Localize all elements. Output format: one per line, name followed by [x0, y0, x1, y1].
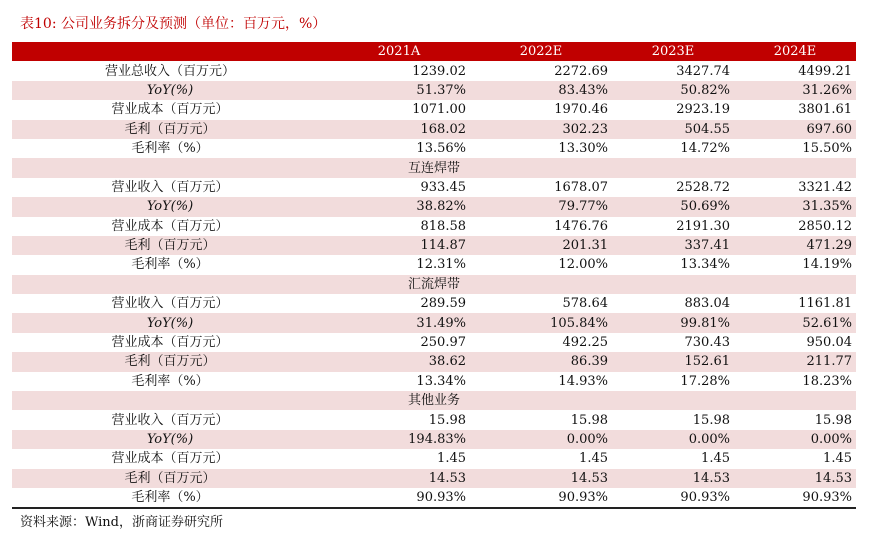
section-row — [12, 275, 856, 294]
value-cell: 168.02 — [328, 120, 470, 139]
table-row — [12, 372, 856, 391]
value-cell: 13.34% — [680, 257, 730, 273]
value-cell: 3321.42 — [798, 179, 852, 195]
row-label: YoY(%) — [12, 313, 328, 332]
row-label: 营业成本（百万元） — [111, 335, 229, 351]
value-cell: 31.49% — [328, 313, 470, 332]
value-cell: 83.43% — [470, 81, 612, 100]
value-cell: 2272.69 — [554, 63, 608, 79]
value-cell: 1476.76 — [554, 218, 608, 234]
value-cell: 2923.19 — [676, 102, 730, 118]
value-cell: 14.53 — [470, 469, 612, 488]
value-cell: 201.31 — [470, 236, 612, 255]
value-cell: 51.37% — [328, 81, 470, 100]
value-cell: 114.87 — [328, 236, 470, 255]
row-label: 毛利（百万元） — [12, 120, 328, 139]
table-row — [12, 217, 856, 236]
row-label: 营业收入（百万元） — [111, 412, 229, 428]
row-label: 营业总收入（百万元） — [104, 63, 235, 79]
value-cell: 90.93% — [328, 488, 470, 508]
value-cell: 52.61% — [734, 313, 856, 332]
value-cell: 17.28% — [680, 373, 730, 389]
value-cell: 12.31% — [416, 257, 466, 273]
value-cell: 50.69% — [612, 197, 734, 216]
value-cell: 14.72% — [680, 141, 730, 157]
value-cell: 1239.02 — [412, 63, 466, 79]
table-row — [12, 313, 856, 332]
section-row — [12, 391, 856, 410]
header-cell: 2024E — [734, 42, 856, 61]
table-body — [12, 61, 856, 508]
table-row — [12, 61, 856, 80]
value-cell: 13.34% — [416, 373, 466, 389]
table-row — [12, 120, 856, 139]
table-row — [12, 255, 856, 274]
value-cell: 2528.72 — [676, 179, 730, 195]
value-cell: 31.26% — [734, 81, 856, 100]
source-note: 资料来源：Wind，浙商证券研究所 — [20, 515, 223, 530]
row-label: 毛利率（%） — [131, 257, 209, 273]
row-label: 营业成本（百万元） — [111, 451, 229, 467]
value-cell: 99.81% — [612, 313, 734, 332]
value-cell: 471.29 — [734, 236, 856, 255]
row-label: 毛利（百万元） — [12, 352, 328, 371]
value-cell: 86.39 — [470, 352, 612, 371]
row-label: 毛利率（%） — [12, 488, 328, 508]
value-cell: 14.53 — [734, 469, 856, 488]
value-cell: 15.98 — [570, 412, 608, 428]
value-cell: 152.61 — [612, 352, 734, 371]
section-title: 其他业务 — [12, 391, 856, 410]
value-cell: 2850.12 — [798, 218, 852, 234]
row-label: YoY(%) — [12, 197, 328, 216]
row-label: 营业成本（百万元） — [111, 102, 229, 118]
value-cell: 302.23 — [470, 120, 612, 139]
section-row — [12, 158, 856, 177]
value-cell: 194.83% — [328, 430, 470, 449]
value-cell: 90.93% — [612, 488, 734, 508]
value-cell: 2191.30 — [676, 218, 730, 234]
value-cell: 1071.00 — [412, 102, 466, 118]
row-label: 毛利（百万元） — [12, 469, 328, 488]
header-cell: 2021A — [328, 42, 470, 61]
table-row — [12, 294, 856, 313]
value-cell: 12.00% — [558, 257, 608, 273]
table-row — [12, 449, 856, 468]
table-row — [12, 430, 856, 449]
value-cell: 15.98 — [428, 412, 466, 428]
table-row — [12, 352, 856, 371]
header-cell: 2023E — [612, 42, 734, 61]
section-title: 汇流焊带 — [12, 275, 856, 294]
value-cell: 90.93% — [470, 488, 612, 508]
value-cell: 3801.61 — [798, 102, 852, 118]
table-row — [12, 100, 856, 119]
table-row — [12, 236, 856, 255]
table-row — [12, 81, 856, 100]
row-label: 营业收入（百万元） — [111, 296, 229, 312]
value-cell: 38.82% — [328, 197, 470, 216]
table-row — [12, 410, 856, 429]
value-cell: 13.56% — [416, 141, 466, 157]
table-row — [12, 139, 856, 158]
value-cell: 14.53 — [612, 469, 734, 488]
table-title: 表10: 公司业务拆分及预测（单位：百万元，%） — [20, 16, 327, 32]
value-cell: 883.04 — [684, 296, 730, 312]
value-cell: 1.45 — [823, 451, 852, 467]
row-label: 毛利（百万元） — [12, 236, 328, 255]
table-row — [12, 178, 856, 197]
value-cell: 578.64 — [562, 296, 608, 312]
row-label: YoY(%) — [12, 430, 328, 449]
value-cell: 1.45 — [701, 451, 730, 467]
value-cell: 14.19% — [802, 257, 852, 273]
value-cell: 504.55 — [612, 120, 734, 139]
row-label: 毛利率（%） — [131, 373, 209, 389]
value-cell: 730.43 — [684, 335, 730, 351]
value-cell: 0.00% — [734, 430, 856, 449]
value-cell: 250.97 — [420, 335, 466, 351]
row-label: 营业成本（百万元） — [111, 218, 229, 234]
section-title: 互连焊带 — [12, 158, 856, 177]
table-row — [12, 333, 856, 352]
value-cell: 1970.46 — [554, 102, 608, 118]
table-row — [12, 197, 856, 216]
row-label: 毛利率（%） — [131, 141, 209, 157]
value-cell: 50.82% — [612, 81, 734, 100]
value-cell: 492.25 — [562, 335, 608, 351]
value-cell: 14.93% — [558, 373, 608, 389]
value-cell: 31.35% — [734, 197, 856, 216]
value-cell: 38.62 — [328, 352, 470, 371]
value-cell: 90.93% — [734, 488, 856, 508]
row-label: YoY(%) — [12, 81, 328, 100]
header-cell: 2022E — [470, 42, 612, 61]
value-cell: 13.30% — [558, 141, 608, 157]
value-cell: 289.59 — [420, 296, 466, 312]
value-cell: 105.84% — [470, 313, 612, 332]
header-cell — [12, 42, 328, 61]
value-cell: 18.23% — [802, 373, 852, 389]
value-cell: 1161.81 — [798, 296, 852, 312]
value-cell: 950.04 — [806, 335, 852, 351]
table-row — [12, 488, 856, 508]
row-label: 营业收入（百万元） — [111, 179, 229, 195]
value-cell: 4499.21 — [798, 63, 852, 79]
value-cell: 15.50% — [802, 141, 852, 157]
value-cell: 933.45 — [420, 179, 466, 195]
value-cell: 0.00% — [470, 430, 612, 449]
table-row — [12, 469, 856, 488]
value-cell: 818.58 — [420, 218, 466, 234]
value-cell: 15.98 — [692, 412, 730, 428]
header-row — [12, 42, 856, 61]
value-cell: 1.45 — [437, 451, 466, 467]
value-cell: 3427.74 — [676, 63, 730, 79]
value-cell: 14.53 — [328, 469, 470, 488]
value-cell: 211.77 — [734, 352, 856, 371]
value-cell: 15.98 — [814, 412, 852, 428]
value-cell: 697.60 — [734, 120, 856, 139]
value-cell: 1678.07 — [554, 179, 608, 195]
value-cell: 1.45 — [579, 451, 608, 467]
value-cell: 79.77% — [470, 197, 612, 216]
value-cell: 0.00% — [612, 430, 734, 449]
business-forecast-table — [12, 42, 856, 509]
value-cell: 337.41 — [612, 236, 734, 255]
